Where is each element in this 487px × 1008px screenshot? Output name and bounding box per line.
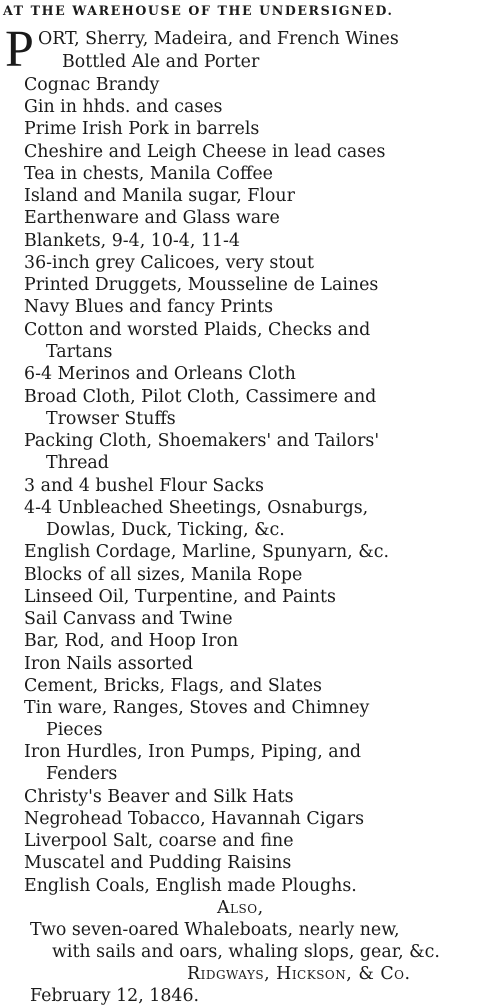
list-item: Iron Nails assorted: [24, 654, 193, 674]
list-item-continuation: Thread: [46, 453, 109, 473]
list-item: Bar, Rod, and Hoop Iron: [24, 631, 239, 651]
list-item: Island and Manila sugar, Flour: [24, 186, 295, 206]
list-item: Tea in chests, Manila Coffee: [24, 164, 273, 184]
list-item-continuation: Trowser Stuffs: [46, 409, 176, 429]
list-item: Broad Cloth, Pilot Cloth, Cassimere and: [24, 387, 377, 407]
whaleboats-line-continuation: with sails and oars, whaling slops, gear, &c.: [52, 942, 440, 962]
whaleboats-line: Two seven-oared Whaleboats, nearly new,: [30, 920, 400, 940]
list-item: Negrohead Tobacco, Havannah Cigars: [24, 809, 364, 829]
list-item: Blankets, 9-4, 10-4, 11-4: [24, 231, 240, 251]
list-item: Gin in hhds. and cases: [24, 97, 223, 117]
list-item: Cognac Brandy: [24, 75, 160, 95]
list-item: Packing Cloth, Shoemakers' and Tailors': [24, 431, 380, 451]
list-item: English Coals, English made Ploughs.: [24, 876, 357, 896]
list-item: Printed Druggets, Mousseline de Laines: [24, 275, 379, 295]
list-item: Tin ware, Ranges, Stoves and Chimney: [24, 698, 370, 718]
list-item: Prime Irish Pork in barrels: [24, 119, 260, 139]
list-item: Cotton and worsted Plaids, Checks and: [24, 320, 371, 340]
list-item: Blocks of all sizes, Manila Rope: [24, 565, 303, 585]
also-heading: Also,: [217, 898, 264, 918]
list-item: Navy Blues and fancy Prints: [24, 297, 274, 317]
list-item: ORT, Sherry, Madeira, and French Wines: [38, 29, 399, 49]
list-item: English Cordage, Marline, Spunyarn, &c.: [24, 542, 389, 562]
heading: AT THE WAREHOUSE OF THE UNDERSIGNED.: [3, 3, 394, 18]
drop-cap-letter: P: [5, 21, 34, 78]
list-item: Liverpool Salt, coarse and fine: [24, 831, 294, 851]
date-line: February 12, 1846.: [30, 986, 200, 1006]
list-item: 4-4 Unbleached Sheetings, Osnaburgs,: [24, 498, 369, 518]
list-item-continuation: Tartans: [46, 342, 113, 362]
list-item: Sail Canvass and Twine: [24, 609, 233, 629]
list-item: Cheshire and Leigh Cheese in lead cases: [24, 142, 386, 162]
list-item-continuation: Dowlas, Duck, Ticking, &c.: [46, 520, 285, 540]
signature: Ridgways, Hickson, & Co.: [187, 964, 411, 984]
list-item: Linseed Oil, Turpentine, and Paints: [24, 587, 336, 607]
list-item: Earthenware and Glass ware: [24, 208, 280, 228]
list-item: Cement, Bricks, Flags, and Slates: [24, 676, 322, 696]
list-item: Muscatel and Pudding Raisins: [24, 853, 292, 873]
list-item: 3 and 4 bushel Flour Sacks: [24, 476, 264, 496]
list-item: Iron Hurdles, Iron Pumps, Piping, and: [24, 742, 361, 762]
list-item: 36-inch grey Calicoes, very stout: [24, 253, 314, 273]
list-item: Christy's Beaver and Silk Hats: [24, 787, 294, 807]
list-item-continuation: Pieces: [46, 720, 103, 740]
list-item: Bottled Ale and Porter: [62, 52, 260, 72]
list-item: 6-4 Merinos and Orleans Cloth: [24, 364, 296, 384]
list-item-continuation: Fenders: [46, 764, 118, 784]
